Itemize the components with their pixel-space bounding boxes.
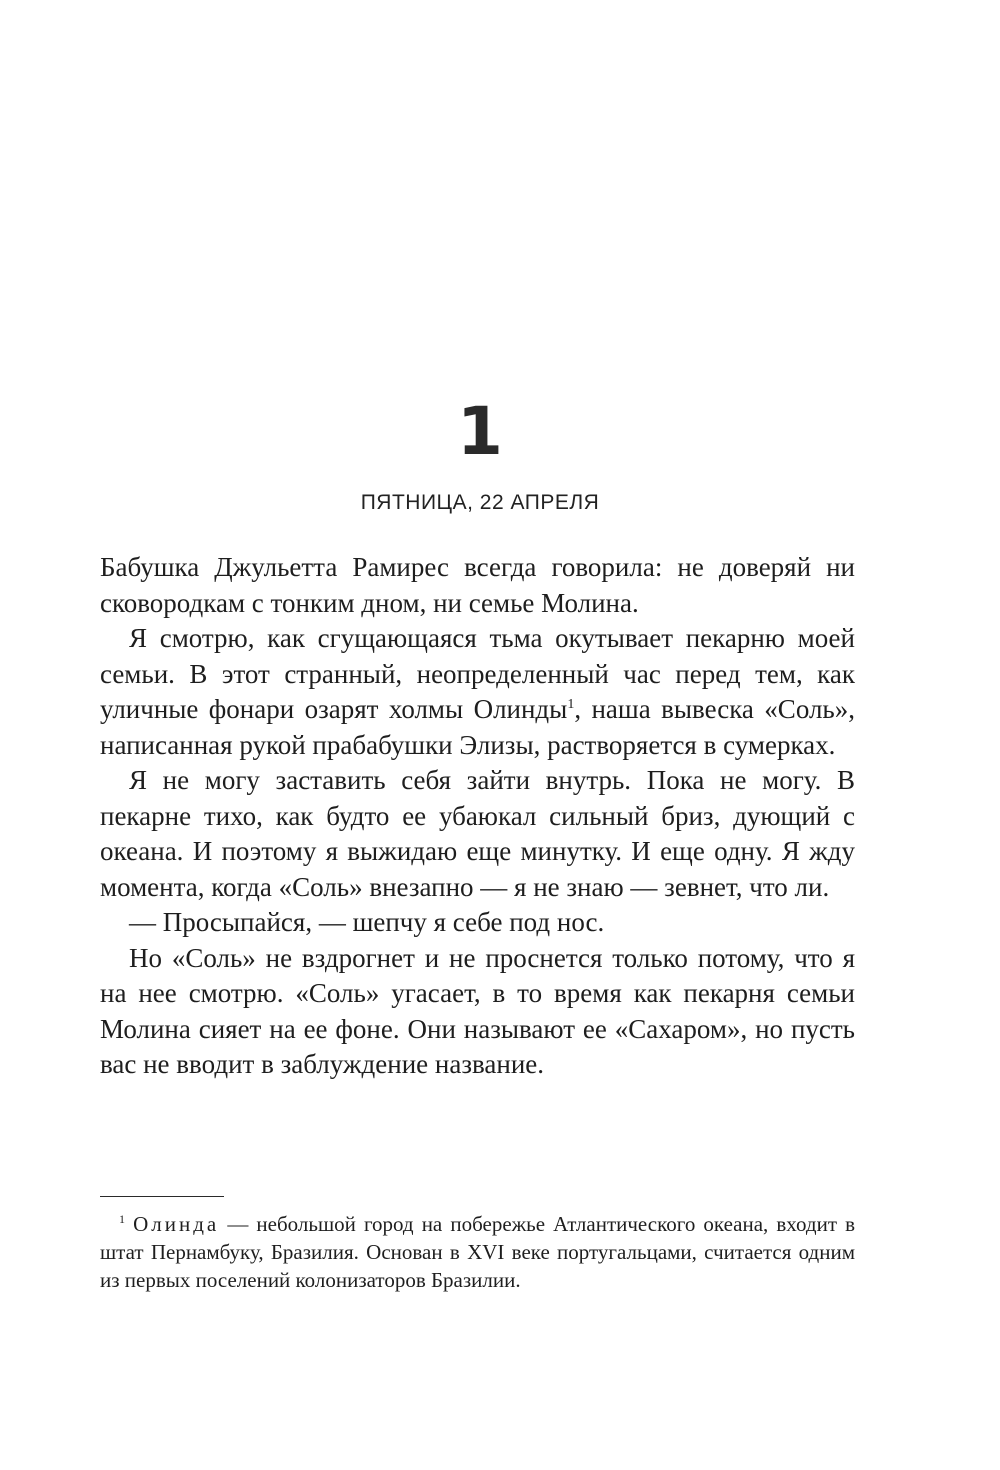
paragraph-2-part-b: , наша вывеска «Соль», написанная рукой прабабушки Элизы, растворяется в сумерках. <box>100 694 856 760</box>
footnote-body: — небольшой город на побережье Атлантического океана, входит в штат Пернамбуку, Бразилия. Основан в XVI веке португальцами, считается одним из первых поселений колонизаторов Бразилии. <box>100 1212 855 1292</box>
footnote-divider <box>100 1196 224 1197</box>
paragraph-3: Я не могу заставить себя зайти внутрь. Пока не могу. В пекарне тихо, как будто ее убаюкал сильный бриз, дующий с океана. И поэтому я выжидаю еще минутку. И еще одну. Я жду момента, когда «Соль» внезапно — я не знаю — зевнет, что ли. <box>100 765 855 902</box>
paragraph-5: Но «Соль» не вздрогнет и не проснется только потому, что я на нее смотрю. «Соль» угасает, в то время как пекарня семьи Молина сияет на ее фоне. Они называют ее «Сахаром», но пусть вас не вводит в заблуждение название. <box>100 942 855 1079</box>
footnote-marker: 1 <box>119 1212 125 1226</box>
footnote <box>100 1210 855 1294</box>
paragraph-2-part-a: Я смотрю, как сгущающаяся тьма окутывает пекарню моей семьи. В этот странный, неопределенный час перед тем, как уличные фонари озарят холмы Олинды <box>100 623 855 724</box>
paragraph-1: Бабушка Джульетта Рамирес всегда говорила: не доверяй ни сковородкам с тонким дном, ни семье Молина. <box>100 552 855 618</box>
footnote-term: Олинда <box>133 1212 220 1236</box>
chapter-number: 1 <box>457 393 503 470</box>
chapter-date: ПЯТНИЦА, 22 АПРЕЛЯ <box>360 491 600 514</box>
paragraph-4: — Просыпайся, — шепчу я себе под нос. <box>129 907 605 937</box>
paragraph-2 <box>100 621 855 763</box>
chapter-body <box>100 550 855 1083</box>
footnote-text <box>100 1210 855 1294</box>
footnote-reference[interactable]: 1 <box>567 697 575 712</box>
